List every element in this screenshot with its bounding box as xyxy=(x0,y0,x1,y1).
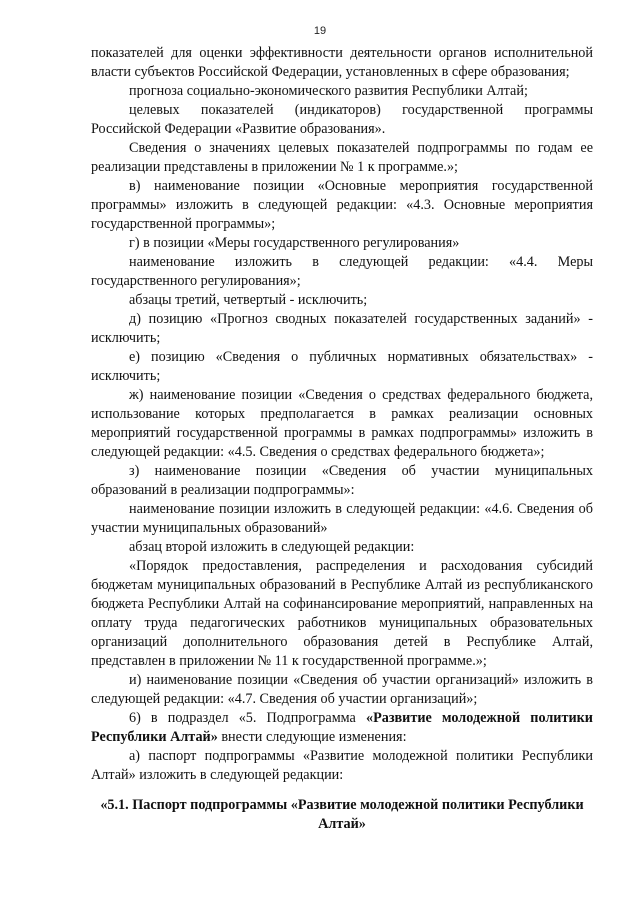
paragraph-text: 6) в подраздел «5. Подпрограмма xyxy=(129,710,366,726)
paragraph: е) позицию «Сведения о публичных нормативных обязательствах» - исключить; xyxy=(91,349,593,384)
paragraph: абзацы третий, четвертый - исключить; xyxy=(129,292,368,308)
paragraph: наименование позиции изложить в следующей редакции: «4.6. Сведения об участии муниципальных образований» xyxy=(91,501,593,536)
paragraph-bold-text: «Развитие молодежной политики Республики Алтай» xyxy=(91,710,593,745)
paragraph-text: внести следующие изменения: xyxy=(217,729,407,745)
page-number: 19 xyxy=(313,25,327,37)
paragraph: а) паспорт подпрограммы «Развитие молодежной политики Республики Алтай» изложить в следующей редакции: xyxy=(91,748,593,783)
paragraph: абзац второй изложить в следующей редакции: xyxy=(129,539,415,555)
document-body xyxy=(91,44,593,785)
paragraph: ж) наименование позиции «Сведения о средствах федерального бюджета, использование которых предполагается в рамках реализации основных мероприятий государственной программы в рамках подпрограммы» изложить в следующей редакции: «4.5. Сведения о средствах федерального бюджета»; xyxy=(91,387,593,460)
paragraph: целевых показателей (индикаторов) государственной программы Российской Федерации «Развитие образования». xyxy=(91,102,593,137)
paragraph: прогноза социально-экономического развития Республики Алтай; xyxy=(129,83,528,99)
paragraph: д) позицию «Прогноз сводных показателей государственных заданий» - исключить; xyxy=(91,311,593,346)
paragraph: показателей для оценки эффективности деятельности органов исполнительной власти субъектов Российской Федерации, установленных в сфере образования; xyxy=(91,45,593,80)
section-heading: «5.1. Паспорт подпрограммы «Развитие молодежной политики Республики Алтай» xyxy=(100,797,584,832)
paragraph: з) наименование позиции «Сведения об участии муниципальных образований в реализации подпрограммы»: xyxy=(91,463,593,498)
paragraph: и) наименование позиции «Сведения об участии организаций» изложить в следующей редакции: «4.7. Сведения об участии организаций»; xyxy=(91,672,593,707)
paragraph: наименование изложить в следующей редакции: «4.4. Меры государственного регулирования»; xyxy=(91,254,593,289)
paragraph: г) в позиции «Меры государственного регулирования» xyxy=(129,235,460,251)
paragraph: в) наименование позиции «Основные мероприятия государственной программы» изложить в следующей редакции: «4.3. Основные мероприятия государственной программы»; xyxy=(91,178,593,232)
paragraph: «Порядок предоставления, распределения и расходования субсидий бюджетам муниципальных образований в Республике Алтай из республиканского бюджета Республики Алтай на софинансирование мероприятий, направленных на оплату труда педагогических работников муниципальных образовательных организаций дополнительного образования детей в Республике Алтай, представлен в приложении № 11 к государственной программе.»; xyxy=(91,558,593,669)
paragraph xyxy=(91,709,593,747)
paragraph: Сведения о значениях целевых показателей подпрограммы по годам ее реализации представлены в приложении № 1 к программе.»; xyxy=(91,140,593,175)
